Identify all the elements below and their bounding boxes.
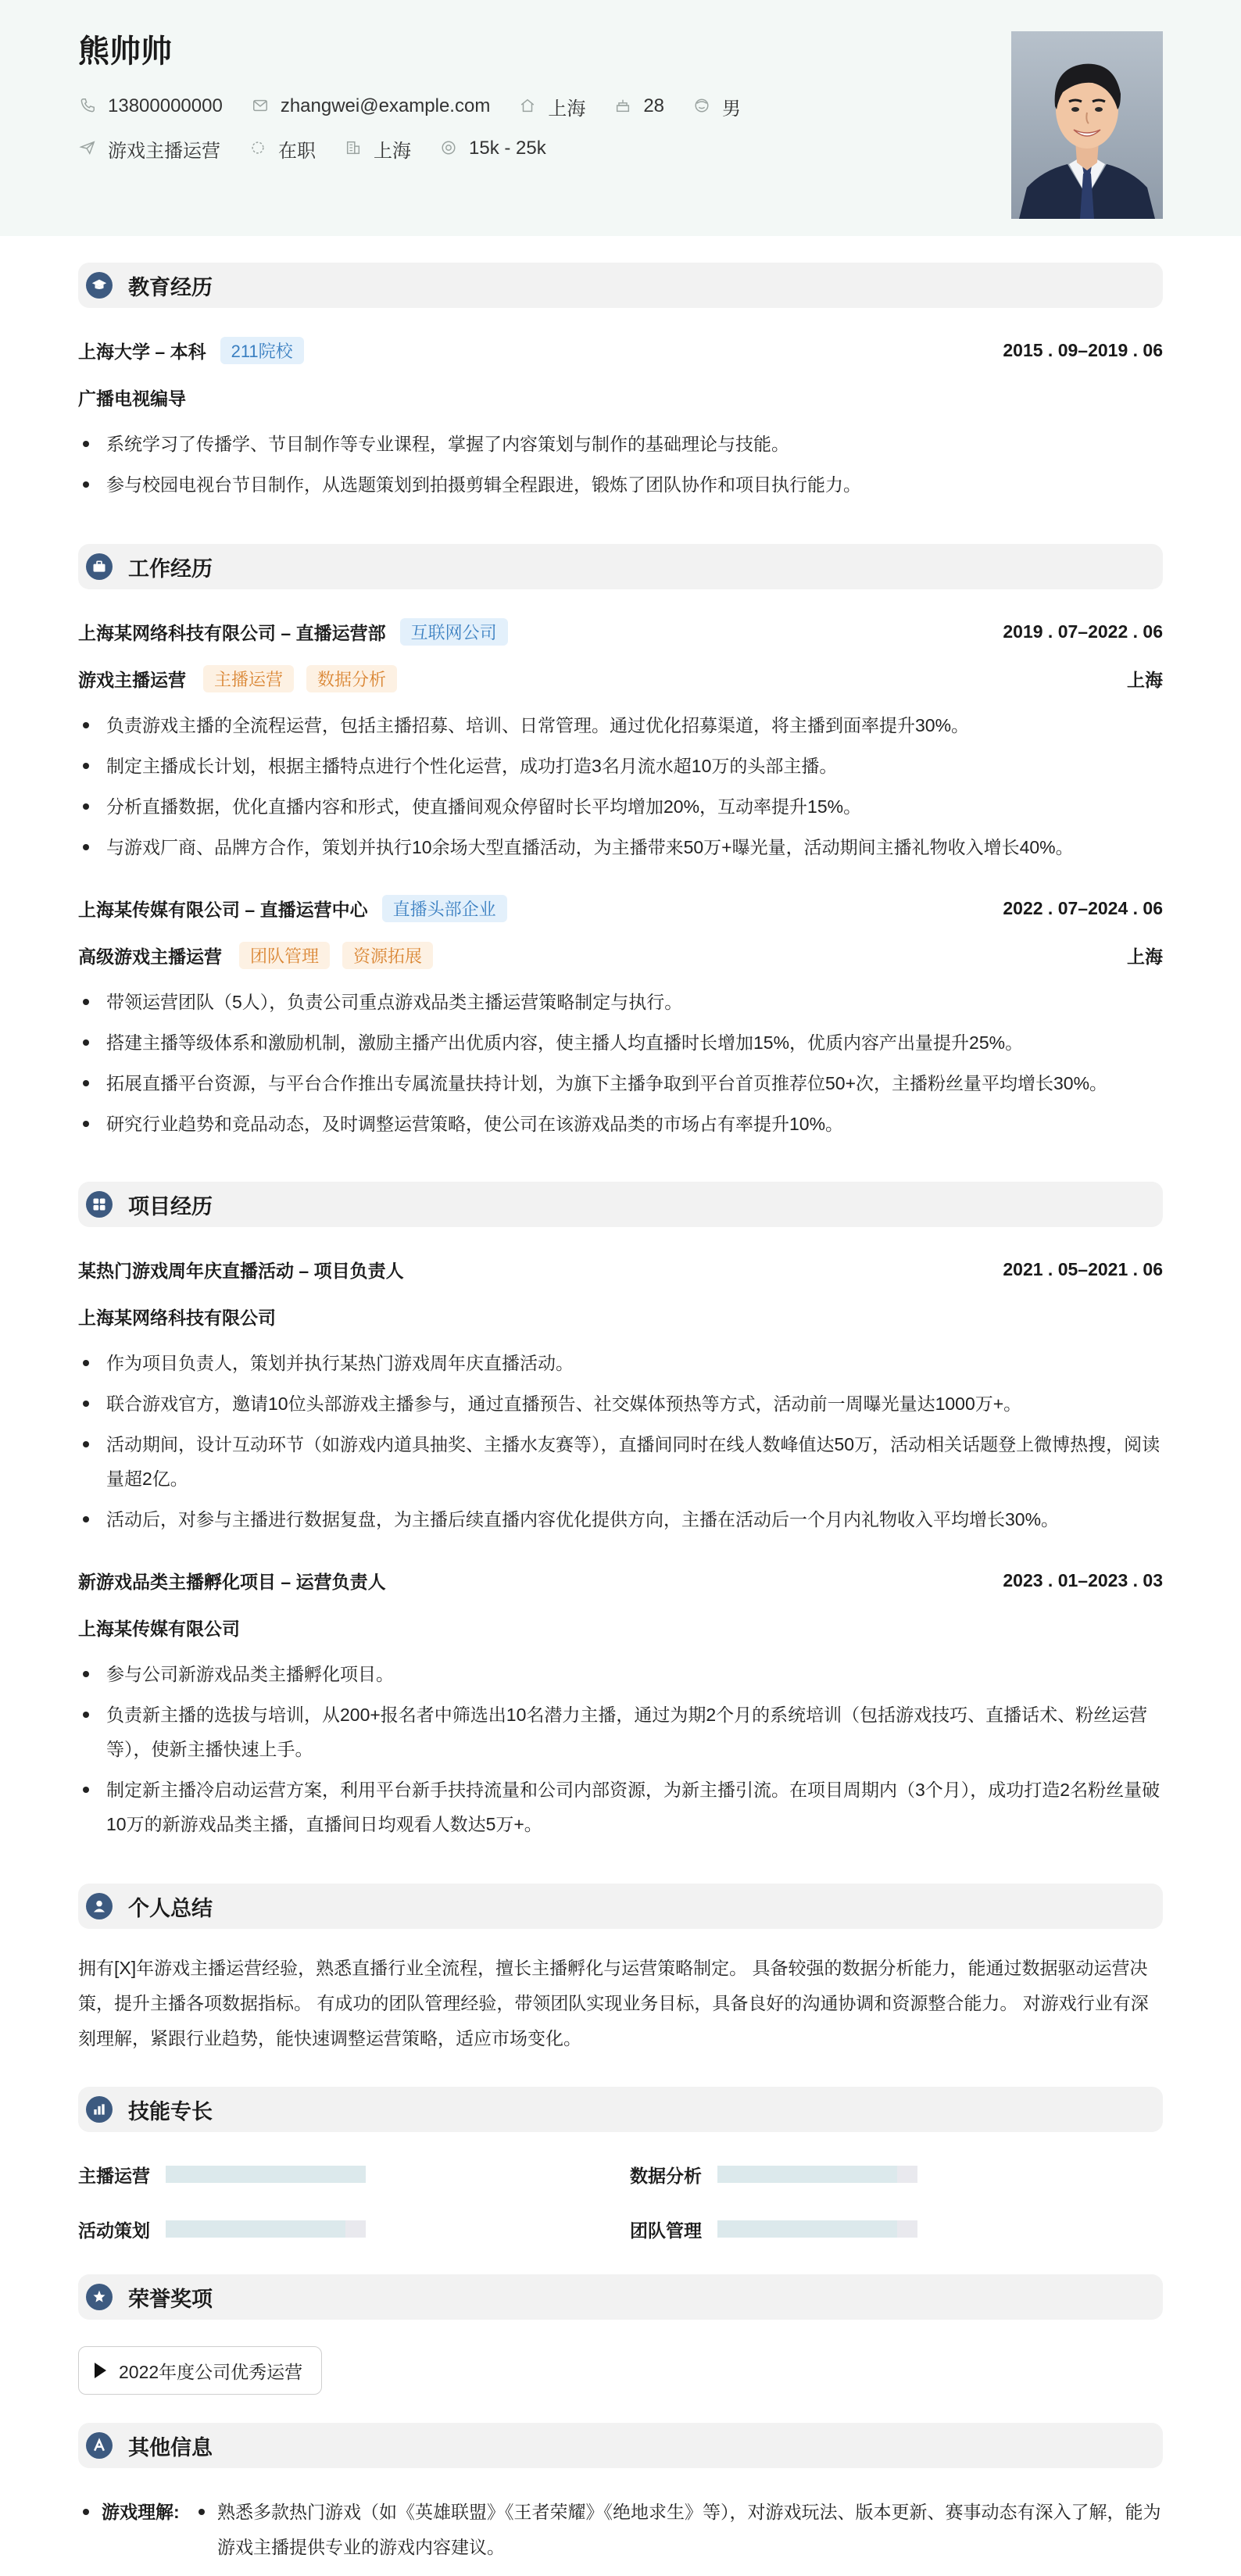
city-text: 上海 <box>548 98 586 120</box>
awards-section-title: 荣誉奖项 <box>128 2287 213 2311</box>
gender-text: 男 <box>722 98 742 120</box>
email-info <box>251 95 491 117</box>
project-date: 2023 . 01–2023 . 03 <box>1003 1569 1163 1590</box>
company-name: 上海某传媒有限公司 – 直播运营中心 <box>78 899 368 920</box>
user-icon <box>86 1893 113 1919</box>
paper-plane-icon <box>78 139 97 158</box>
age-info <box>613 95 664 117</box>
projects-section-title: 项目经历 <box>128 1194 213 1218</box>
project-2-header <box>78 1566 1163 1594</box>
project-1-bullets <box>78 1346 1163 1543</box>
list-item: 负责新主播的选拔与培训，从200+报名者中筛选出10名潜力主播，通过为期2个月的系统培训（包括游戏技巧、直播话术、粉丝运营等），使新主播快速上手。 <box>78 1698 1163 1766</box>
skills-section-header <box>78 2087 1163 2132</box>
work-entry-2-header <box>78 894 1163 922</box>
school-tag: 211院校 <box>220 337 304 364</box>
work-section-title: 工作经历 <box>128 556 213 581</box>
email-icon <box>251 97 270 116</box>
grid-icon <box>86 1191 113 1218</box>
list-item: 参与校园电视台节目制作，从选题策划到拍摄剪辑全程跟进，锻炼了团队协作和项目执行能力。 <box>78 467 1163 502</box>
education-section-title: 教育经历 <box>128 275 213 299</box>
list-item: 研究行业趋势和竞品动态，及时调整运营策略，使公司在该游戏品类的市场占有率提升10%。 <box>78 1107 1163 1141</box>
company-tag: 直播头部企业 <box>382 895 507 922</box>
list-item: 活动期间，设计互动环节（如游戏内道具抽奖、主播水友赛等），直播间同时在线人数峰值达50万，活动相关话题登上微博热搜，阅读量超2亿。 <box>78 1427 1163 1496</box>
work-entry-1-header <box>78 617 1163 646</box>
project-date: 2021 . 05–2021 . 06 <box>1003 1258 1163 1279</box>
summary-section-title: 个人总结 <box>128 1896 213 1920</box>
city-info <box>518 93 585 120</box>
status-text: 在职 <box>278 140 316 162</box>
work-section-header <box>78 544 1163 589</box>
age-text: 28 <box>643 95 665 116</box>
salary-text: 15k - 25k <box>469 138 546 159</box>
job-title-text: 游戏主播运营 <box>108 140 220 162</box>
list-item: 带领运营团队（5人），负责公司重点游戏品类主播运营策略制定与执行。 <box>78 985 1163 1019</box>
target-city-info <box>344 135 411 163</box>
education-entry-header <box>78 336 1163 364</box>
list-item: 分析直播数据，优化直播内容和形式，使直播间观众停留时长平均增加20%，互动率提升15%。 <box>78 789 1163 824</box>
skill-tag: 主播运营 <box>203 665 294 692</box>
skill-name: 活动策划 <box>78 2220 150 2241</box>
gender-info <box>692 93 741 120</box>
job-title-info <box>78 135 220 163</box>
medal-icon <box>86 2284 113 2310</box>
cake-icon <box>613 97 632 116</box>
skill-bar <box>717 2220 917 2238</box>
list-item: 参与公司新游戏品类主播孵化项目。 <box>78 1657 1163 1691</box>
contact-row <box>78 92 769 120</box>
list-item: 作为项目负责人，策划并执行某热门游戏周年庆直播活动。 <box>78 1346 1163 1380</box>
home-icon <box>518 97 537 116</box>
other-section-title: 其他信息 <box>128 2435 213 2460</box>
other-label: 游戏理解: <box>78 2495 194 2565</box>
skill-bar <box>166 2166 366 2183</box>
work-location: 上海 <box>1127 946 1163 967</box>
skill-tag: 团队管理 <box>239 942 330 969</box>
skill-item <box>78 2160 366 2188</box>
skill-bar <box>717 2166 917 2183</box>
skill-name: 团队管理 <box>630 2220 702 2241</box>
projects-section-header <box>78 1182 1163 1227</box>
other-section-header <box>78 2423 1163 2468</box>
skill-item <box>78 2215 366 2243</box>
list-item: 制定主播成长计划，根据主播特点进行个性化运营，成功打造3名月流水超10万的头部主播。 <box>78 749 1163 783</box>
project-1-header <box>78 1255 1163 1283</box>
skill-tag: 资源拓展 <box>342 942 433 969</box>
education-bullets <box>78 427 1163 508</box>
phone-icon <box>78 97 97 116</box>
skill-item <box>630 2160 917 2188</box>
status-icon <box>249 139 267 158</box>
work-entry-1-role <box>78 664 1163 692</box>
project-company: 上海某网络科技有限公司 <box>78 1307 276 1328</box>
education-date: 2015 . 09–2019 . 06 <box>1003 339 1163 360</box>
face-icon <box>692 97 711 116</box>
other-text: 熟悉多款热门游戏（如《英雄联盟》《王者荣耀》《绝地求生》等），对游戏玩法、版本更新、赛事动态有深入了解，能为游戏主播提供专业的游戏内容建议。 <box>194 2495 1163 2565</box>
other-info <box>78 2495 1163 2565</box>
coin-icon <box>439 139 458 158</box>
list-item: 搭建主播等级体系和激励机制，激励主播产出优质内容，使主播人均直播时长增加15%，优质内容产出量提升25%。 <box>78 1025 1163 1060</box>
email-text: zhangwei@example.com <box>280 95 491 116</box>
briefcase-icon <box>86 553 113 580</box>
resume-header <box>0 0 1241 236</box>
work-date: 2019 . 07–2022 . 06 <box>1003 621 1163 642</box>
work-location: 上海 <box>1127 669 1163 690</box>
bar-chart-icon <box>86 2096 113 2123</box>
list-item: 系统学习了传播学、节目制作等专业课程，掌握了内容策划与制作的基础理论与技能。 <box>78 427 1163 461</box>
work-entry-1-bullets <box>78 708 1163 871</box>
building-icon <box>344 139 363 158</box>
summary-text: 拥有[X]年游戏主播运营经验，熟悉直播行业全流程，擅长主播孵化与运营策略制定。 具备较强的数据分析能力，能通过数据驱动运营决策，提升主播各项数据指标。 有成功的团队管理经验，带领团队实现业务目标，具备良好的沟通协调和资源整合能力。 对游戏行业有深刻理解，紧跟行业趋势，能快速调整运营策略，适应市场变化。 <box>78 1958 1149 2048</box>
skill-name: 数据分析 <box>630 2165 702 2186</box>
skill-name: 主播运营 <box>78 2165 150 2186</box>
list-item: 联合游戏官方，邀请10位头部游戏主播参与，通过直播预告、社交媒体预热等方式，活动前一周曝光量达1000万+。 <box>78 1386 1163 1421</box>
awards-section-header <box>78 2274 1163 2320</box>
list-item: 制定新主播冷启动运营方案，利用平台新手扶持流量和公司内部资源，为新主播引流。在项目周期内（3个月），成功打造2名粉丝量破10万的新游戏品类主播，直播间日均观看人数达5万+。 <box>78 1773 1163 1841</box>
work-date: 2022 . 07–2024 . 06 <box>1003 897 1163 918</box>
skill-bar-fill <box>166 2166 366 2183</box>
skill-bar-fill <box>717 2220 897 2238</box>
role-title: 高级游戏主播运营 <box>78 946 222 967</box>
company-tag: 互联网公司 <box>400 618 508 646</box>
graduation-cap-icon <box>86 272 113 299</box>
skill-bar-fill <box>166 2220 345 2238</box>
work-entry-2-bullets <box>78 985 1163 1147</box>
skill-bar <box>166 2220 366 2238</box>
project-2-bullets <box>78 1657 1163 1848</box>
letter-a-icon <box>86 2432 113 2459</box>
work-entry-2-role <box>78 941 1163 969</box>
company-name: 上海某网络科技有限公司 – 直播运营部 <box>78 622 386 643</box>
role-title: 游戏主播运营 <box>78 669 186 690</box>
list-item: 负责游戏主播的全流程运营，包括主播招募、培训、日常管理。通过优化招募渠道，将主播到面率提升30%。 <box>78 708 1163 742</box>
skill-item <box>630 2215 917 2243</box>
phone-info <box>78 95 223 117</box>
skills-section-title: 技能专长 <box>128 2099 213 2123</box>
candidate-name: 熊帅帅 <box>78 34 172 69</box>
skill-tag: 数据分析 <box>306 665 397 692</box>
project-company: 上海某传媒有限公司 <box>78 1618 240 1639</box>
job-intent-row <box>78 134 574 163</box>
project-2-company-line <box>78 1613 1163 1641</box>
school-name: 上海大学 – 本科 <box>78 341 206 362</box>
project-1-company-line <box>78 1302 1163 1330</box>
salary-info <box>439 138 546 159</box>
project-title: 新游戏品类主播孵化项目 – 运营负责人 <box>78 1571 386 1592</box>
status-info <box>249 135 316 163</box>
phone-text: 13800000000 <box>108 95 223 116</box>
list-item: 拓展直播平台资源，与平台合作推出专属流量扶持计划，为旗下主播争取到平台首页推荐位50+次，主播粉丝量平均增长30%。 <box>78 1066 1163 1100</box>
award-item <box>78 2346 322 2395</box>
project-title: 某热门游戏周年庆直播活动 – 项目负责人 <box>78 1260 404 1281</box>
play-triangle-icon <box>95 2363 106 2378</box>
list-item: 活动后，对参与主播进行数据复盘，为主播后续直播内容优化提供方向，主播在活动后一个月内礼物收入平均增长30%。 <box>78 1502 1163 1537</box>
list-item: 与游戏厂商、品牌方合作，策划并执行10余场大型直播活动，为主播带来50万+曝光量，活动期间主播礼物收入增长40%。 <box>78 830 1163 864</box>
education-section-header <box>78 263 1163 308</box>
avatar-photo <box>1011 31 1163 219</box>
major-name: 广播电视编导 <box>78 388 186 409</box>
skill-bar-fill <box>717 2166 897 2183</box>
education-major-line <box>78 383 1163 411</box>
target-city-text: 上海 <box>374 140 411 162</box>
award-text: 2022年度公司优秀运营 <box>119 2361 303 2382</box>
summary-section-header <box>78 1884 1163 1929</box>
